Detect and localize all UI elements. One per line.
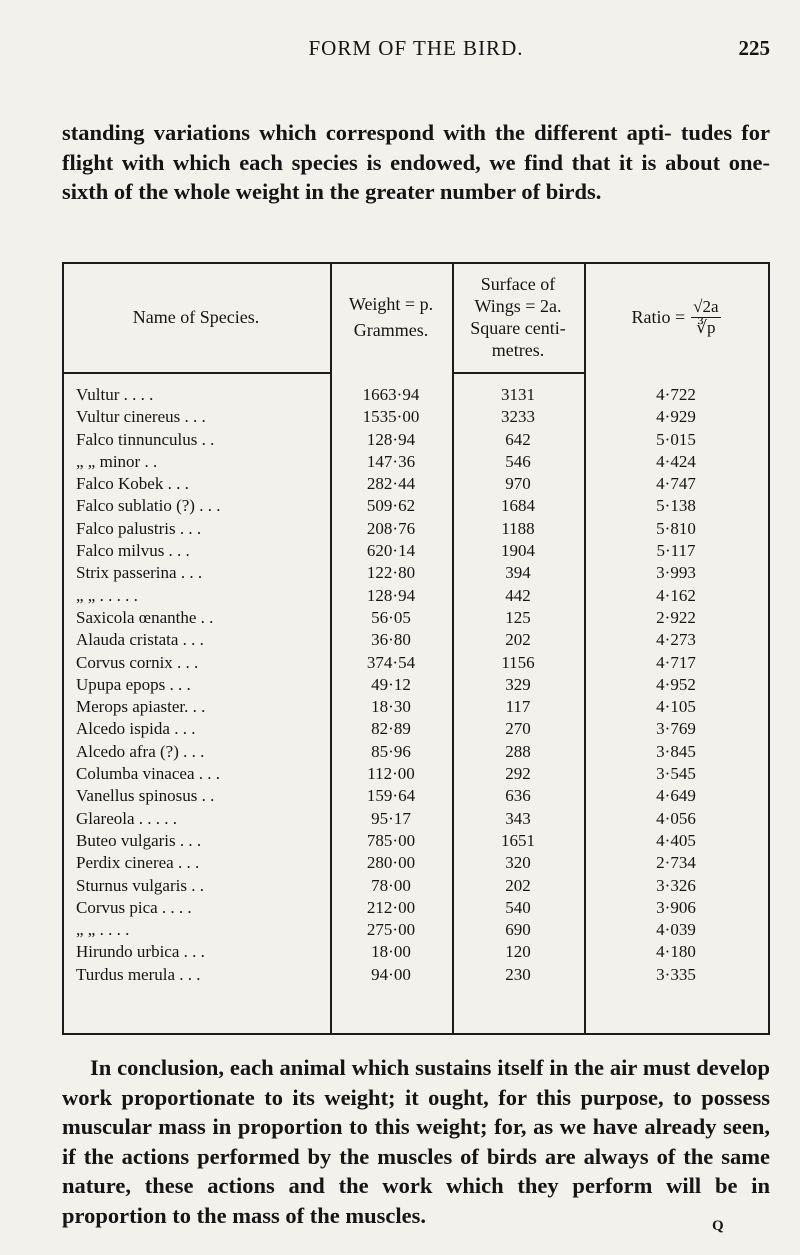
surface-value: 125 (505, 607, 531, 627)
weight-value: 82·89 (371, 719, 411, 739)
ratio-value: 2·734 (656, 853, 696, 873)
species-name: Glareola . . . . . (76, 808, 178, 828)
column-header-weight (330, 262, 452, 372)
ratio-value: 4·273 (656, 630, 696, 650)
table-row (62, 763, 770, 785)
weight-value: 509·62 (366, 496, 416, 516)
column-header-surface-line2: Wings = 2a. (474, 296, 562, 316)
surface-value: 442 (505, 585, 531, 605)
ratio-value: 3·906 (656, 897, 696, 917)
surface-value: 120 (505, 942, 531, 962)
ratio-value: 3·769 (656, 719, 696, 739)
weight-value: 128·94 (366, 585, 416, 605)
table-row (62, 473, 770, 495)
species-name: Turdus merula . . . (76, 964, 201, 984)
table-row (62, 585, 770, 607)
table-row (62, 674, 770, 696)
table-row (62, 785, 770, 807)
ratio-value: 2·922 (656, 607, 696, 627)
table-row (62, 718, 770, 740)
table-bottom-rule (62, 1033, 770, 1035)
ratio-value: 4·180 (656, 942, 696, 962)
weight-value: 78·00 (371, 875, 411, 895)
ratio-value: 4·424 (656, 451, 696, 471)
table-row (62, 629, 770, 651)
column-header-surface (452, 262, 584, 372)
ratio-value: 4·056 (656, 808, 696, 828)
species-name: Corvus pica . . . . (76, 897, 192, 917)
ratio-value: 4·952 (656, 674, 696, 694)
ratio-value: 4·039 (656, 920, 696, 940)
signature-mark: Q (712, 1218, 724, 1234)
surface-value: 636 (505, 786, 531, 806)
surface-value: 117 (505, 697, 531, 717)
table-row (62, 607, 770, 629)
weight-value: 94·00 (371, 964, 411, 984)
table-row (62, 518, 770, 540)
surface-value: 329 (505, 674, 531, 694)
ratio-value: 4·747 (656, 474, 696, 494)
species-name: Falco Kobek . . . (76, 474, 189, 494)
surface-value: 292 (505, 764, 531, 784)
species-name: Falco sublatio (?) . . . (76, 496, 221, 516)
surface-value: 690 (505, 920, 531, 940)
ratio-denominator: ∛p (696, 317, 716, 337)
closing-paragraph: In conclusion, each animal which sustains itself in the air must develop work proportionate to its weight; it ought, for this purpose, to possess muscular mass in proportion to this weight; for, as we have already seen, if the actions performed by the muscles of birds are always of the same nature, these actions and the work which they perform will be in proportion to the mass of the muscles. (62, 1055, 770, 1228)
ratio-value: 4·929 (656, 407, 696, 427)
species-name: „ „ . . . . (76, 920, 130, 940)
surface-value: 1651 (501, 830, 535, 850)
weight-value: 112·00 (367, 764, 415, 784)
table-row (62, 830, 770, 852)
table-row (62, 919, 770, 941)
species-name: „ „ minor . . (76, 451, 158, 471)
column-header-surface-line4: metres. (491, 340, 545, 360)
species-name: Strix passerina . . . (76, 563, 203, 583)
table-row (62, 652, 770, 674)
table-row (62, 540, 770, 562)
species-name: Falco palustris . . . (76, 518, 202, 538)
weight-value: 280·00 (366, 853, 416, 873)
table-row (62, 875, 770, 897)
column-header-name-label: Name of Species. (132, 307, 260, 327)
column-header-ratio (584, 262, 768, 372)
species-name: Saxicola œnanthe . . (76, 607, 214, 627)
surface-value: 3233 (501, 407, 535, 427)
ratio-value: 4·649 (656, 786, 696, 806)
table-row (62, 741, 770, 763)
weight-value: 1535·00 (362, 407, 420, 427)
surface-value: 202 (505, 630, 531, 650)
surface-value: 1904 (501, 541, 535, 561)
running-head (62, 36, 770, 66)
ratio-value: 3·845 (656, 741, 696, 761)
weight-value: 18·00 (371, 942, 411, 962)
weight-value: 1663·94 (362, 385, 420, 404)
running-title: FORM OF THE BIRD. (308, 36, 524, 60)
weight-value: 212·00 (366, 897, 416, 917)
column-header-surface-line3: Square centi- (470, 318, 566, 338)
species-name: Falco tinnunculus . . (76, 429, 215, 449)
table-row (62, 384, 770, 406)
surface-value: 1156 (501, 652, 535, 672)
surface-value: 288 (505, 741, 531, 761)
table-row (62, 562, 770, 584)
table-row (62, 964, 770, 986)
surface-value: 970 (505, 474, 531, 494)
weight-value: 128·94 (366, 429, 416, 449)
table-row (62, 897, 770, 919)
column-header-surface-line1: Surface of (480, 274, 556, 294)
table-body (62, 384, 770, 986)
surface-value: 202 (505, 875, 531, 895)
weight-value: 620·14 (366, 541, 416, 561)
ratio-value: 4·105 (656, 697, 696, 717)
surface-value: 546 (505, 451, 531, 471)
species-name: Perdix cinerea . . . (76, 853, 200, 873)
weight-value: 785·00 (366, 830, 416, 850)
weight-value: 147·36 (366, 451, 416, 471)
intro-paragraph: standing variations which correspond with the different apti- tudes for flight with which each species is endowed, we find that it is about one-sixth of the whole weight in the greater number of birds. (62, 120, 770, 204)
header-underline-surface (452, 372, 584, 374)
ratio-value: 5·810 (656, 518, 696, 538)
species-name: Corvus cornix . . . (76, 652, 199, 672)
ratio-value: 4·162 (656, 585, 696, 605)
weight-value: 56·05 (371, 607, 411, 627)
species-table (62, 262, 770, 1035)
species-name: Vanellus spinosus . . (76, 786, 215, 806)
table-row (62, 852, 770, 874)
weight-value: 374·54 (366, 652, 416, 672)
ratio-value: 4·717 (656, 652, 696, 672)
species-name: Falco milvus . . . (76, 541, 190, 561)
weight-value: 18·30 (371, 697, 411, 717)
ratio-value: 5·117 (656, 541, 696, 561)
ratio-value: 4·405 (656, 830, 696, 850)
ratio-value: 4·722 (656, 385, 696, 404)
ratio-value: 5·138 (656, 496, 696, 516)
surface-value: 642 (505, 429, 531, 449)
table-row (62, 429, 770, 451)
species-name: Columba vinacea . . . (76, 764, 220, 784)
column-header-weight-unit: Grammes. (353, 320, 429, 340)
surface-value: 270 (505, 719, 531, 739)
header-underline-name (62, 372, 330, 374)
weight-value: 36·80 (371, 630, 411, 650)
ratio-label: Ratio = (631, 307, 686, 327)
ratio-value: 3·993 (656, 563, 696, 583)
species-name: Alcedo afra (?) . . . (76, 741, 205, 761)
weight-value: 49·12 (371, 674, 411, 694)
species-name: Alauda cristata . . . (76, 630, 204, 650)
surface-value: 1684 (501, 496, 535, 516)
surface-value: 1188 (501, 518, 535, 538)
species-name: Upupa epops . . . (76, 674, 191, 694)
species-name: Hirundo urbica . . . (76, 942, 205, 962)
surface-value: 540 (505, 897, 531, 917)
ratio-value: 5·015 (656, 429, 696, 449)
species-name: Vultur cinereus . . . (76, 407, 206, 427)
column-header-name (62, 262, 330, 372)
table-row (62, 941, 770, 963)
page-number: 225 (738, 36, 770, 60)
weight-value: 208·76 (366, 518, 416, 538)
species-name: Merops apiaster. . . (76, 697, 206, 717)
weight-value: 275·00 (366, 920, 416, 940)
table-row (62, 696, 770, 718)
species-name: Vultur . . . . (76, 385, 154, 404)
surface-value: 394 (505, 563, 531, 583)
ratio-numerator: √2a (693, 296, 719, 316)
species-name: Buteo vulgaris . . . (76, 830, 202, 850)
species-name: „ „ . . . . . (76, 585, 138, 605)
table-row (62, 808, 770, 830)
table-row (62, 495, 770, 517)
weight-value: 95·17 (371, 808, 411, 828)
column-header-weight-formula: Weight = p. (348, 294, 434, 314)
surface-value: 3131 (501, 385, 535, 404)
ratio-value: 3·326 (656, 875, 696, 895)
ratio-fraction (691, 297, 720, 338)
weight-value: 122·80 (366, 563, 416, 583)
surface-value: 230 (505, 964, 531, 984)
ratio-formula (631, 297, 720, 338)
table-row (62, 406, 770, 428)
ratio-value: 3·545 (656, 764, 696, 784)
weight-value: 159·64 (366, 786, 416, 806)
surface-value: 320 (505, 853, 531, 873)
ratio-value: 3·335 (656, 964, 696, 984)
weight-value: 85·96 (371, 741, 411, 761)
surface-value: 343 (505, 808, 531, 828)
species-name: Sturnus vulgaris . . (76, 875, 204, 895)
weight-value: 282·44 (366, 474, 416, 494)
species-name: Alcedo ispida . . . (76, 719, 196, 739)
table-row (62, 451, 770, 473)
